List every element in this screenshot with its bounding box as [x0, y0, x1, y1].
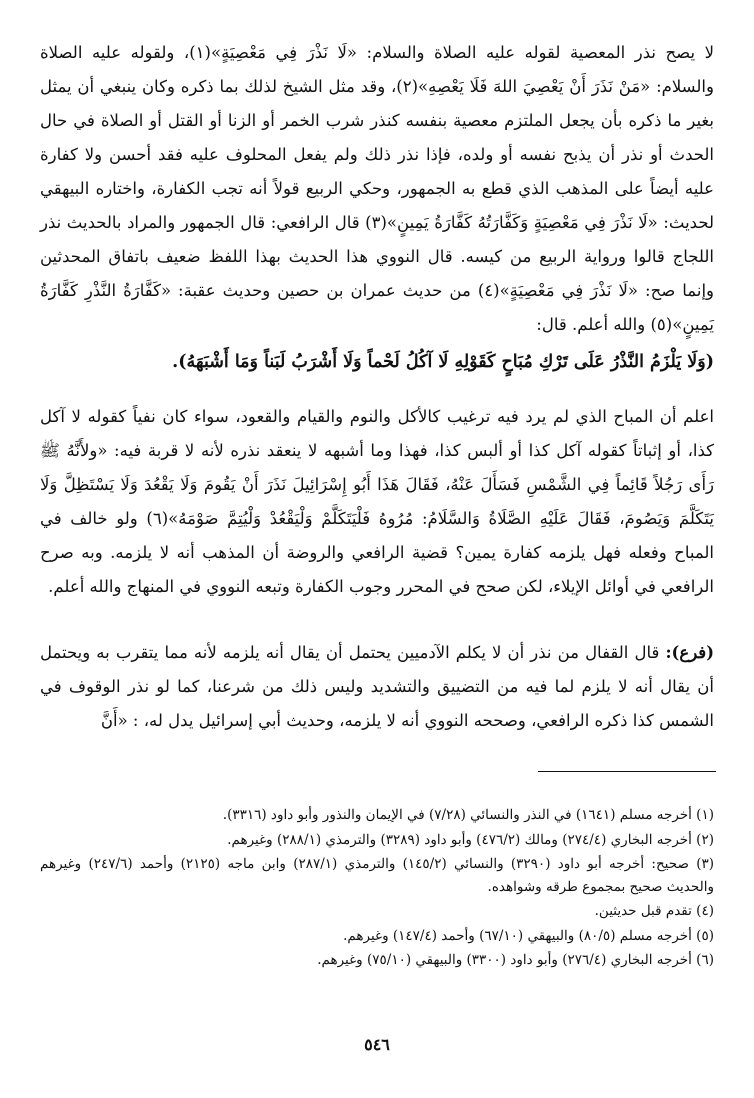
footnote: (٦) أخرجه البخاري (٢٧٦/٤) وأبو داود (٣٣٠٠) والبيهقي (٧٥/١٠) وغيرهم.: [317, 952, 714, 968]
far-label: (فرع):: [665, 643, 714, 662]
body-paragraph: لا يصح نذر المعصية لقوله عليه الصلاة والسلام: «لَا نَذْرَ فِي مَعْصِيَةٍ»(١)، ولقوله عليه الصلاة والسلام: «مَنْ نَذَرَ أَنْ يَعْصِيَ اللهَ فَلَا يَعْصِهِ»(٢)، وقد مثل الشيخ لذلك بما ذكره وكان ينبغي أن يمثل بغير ما ذكره بأن يجعل الملتزم معصية بنفسه كنذر شرب الخمر أو الزنا أو القتل أو الصلاة في حال الحدث أو نذر أن يذبح نفسه أو ولده، فإذا نذر ذلك ولم يفعل المحلوف عليه فقد أحسن ولا كفارة عليه أيضاً على المذهب الذي قطع به الجمهور، وحكي الربيع قولاً أنه تجب الكفارة، واختاره البيهقي لحديث: «لَا نَذْرَ فِي مَعْصِيَةٍ وَكَفَّارَتُهُ كَفَّارَةُ يَمِينٍ»(٣) قال الرافعي: قال الجمهور والمراد بالحديث نذر اللجاج قالوا ورواية الربيع من كيسه. قال النووي هذا الحديث بهذا اللفظ ضعيف باتفاق المحدثين وإنما صح: «لَا نَذْرَ فِي مَعْصِيَةٍ»(٤) من حديث عمران بن حصين وحديث عقبة: «كَفَّارَةُ النَّذْرِ كَفَّارَةُ يَمِينٍ»(٥) والله أعلم. قال:: [40, 43, 714, 334]
footnote: (٢) أخرجه البخاري (٢٧٤/٤) ومالك (٤٧٦/٢) وأبو داود (٣٢٨٩) والترمذي (٢٨٨/١) وغيرهم.: [227, 831, 714, 848]
footnote: (٤) تقدم قبل حديثين.: [594, 903, 714, 919]
footnote-divider: [538, 771, 716, 772]
body-paragraph: اعلم أن المباح الذي لم يرد فيه ترغيب كالأكل والنوم والقيام والقعود، سواء كان نفياً كقوله لا آكل كذا، أو إثباتاً كقوله آكل كذا أو ألبس كذا، فهذا وما أشبهه لا ينعقد نذره لأنه لا قربة فيه: «ولأَنَّهُ ﷺ رَأَى رَجُلاً قَائِماً فِي الشَّمْسِ فَسَأَلَ عَنْهُ، فَقَالَ هَذَا أَبُو إِسْرَائِيلَ نَذَرَ أَنْ يَقُومَ وَلَا يَقْعُدَ وَلَا يَسْتَظِلَّ وَلَا يَتَكَلَّمَ وَيَصُومَ، فَقَالَ عَلَيْهِ الصَّلَاةُ وَالسَّلَامُ: مُرُوهُ فَلْيَتَكَلَّمْ وَلْيَقْعُدْ وَلْيُتِمَّ صَوْمَهُ»(٦) ولو خالف في المباح وفعله فهل يلزمه كفارة يمين؟ قضية الرافعي والروضة أن المذهب أنه لا يلزمه. وبه صرح الرافعي في أوائل الإيلاء، لكن صحح في المحرر وجوب الكفارة وتبعه النووي في المنهاج والله أعلم.: [40, 407, 714, 596]
far-text: قال القفال من نذر أن لا يكلم الآدميين يحتمل أن يقال أنه يلزمه لأنه مما يتقرب به ويحتمل أن يقال أنه لا يلزم لما فيه من التضييق والتشديد وليس ذلك من شرعنا، كما لو نذر الوقوف في الشمس كذا ذكره الرافعي، وصححه النووي أنه لا يلزمه، وحديث أبي إسرائيل يدل له، : «أَنَّ: [40, 643, 714, 730]
footnotes-list: [40, 804, 714, 974]
footnote: (٥) أخرجه مسلم (٨٠/٥) والبيهقي (٦٧/١٠) وأحمد (١٤٧/٤) وغيرهم.: [343, 927, 714, 944]
body-paragraph-far: [40, 636, 714, 738]
page-number: ٥٤٦: [364, 1035, 390, 1054]
footnote: (١) أخرجه مسلم (١٦٤١) في النذر والنسائي (٧/٢٨) في الإيمان والنذور وأبو داود (٣٣١٦).: [222, 807, 714, 823]
footnote: (٣) صحيح: أخرجه أبو داود (٣٢٩٠) والنسائي (١٤٥/٢) والترمذي (٢٨٧/١) وابن ماجه (٢١٢٥) وأحمد (٢٤٧/٦) وغيرهم والحديث صحيح بمجموع طرقه وشواهده.: [40, 856, 715, 895]
matn-heading: (وَلَا يَلْزَمُ النَّذْرُ عَلَى تَرْكِ مُبَاحٍ كَقَوْلِهِ لَا آكُلُ لَحْماً وَلَا أَشْرَبُ لَبَناً وَمَا أَشْبَهَهُ).: [172, 352, 714, 372]
